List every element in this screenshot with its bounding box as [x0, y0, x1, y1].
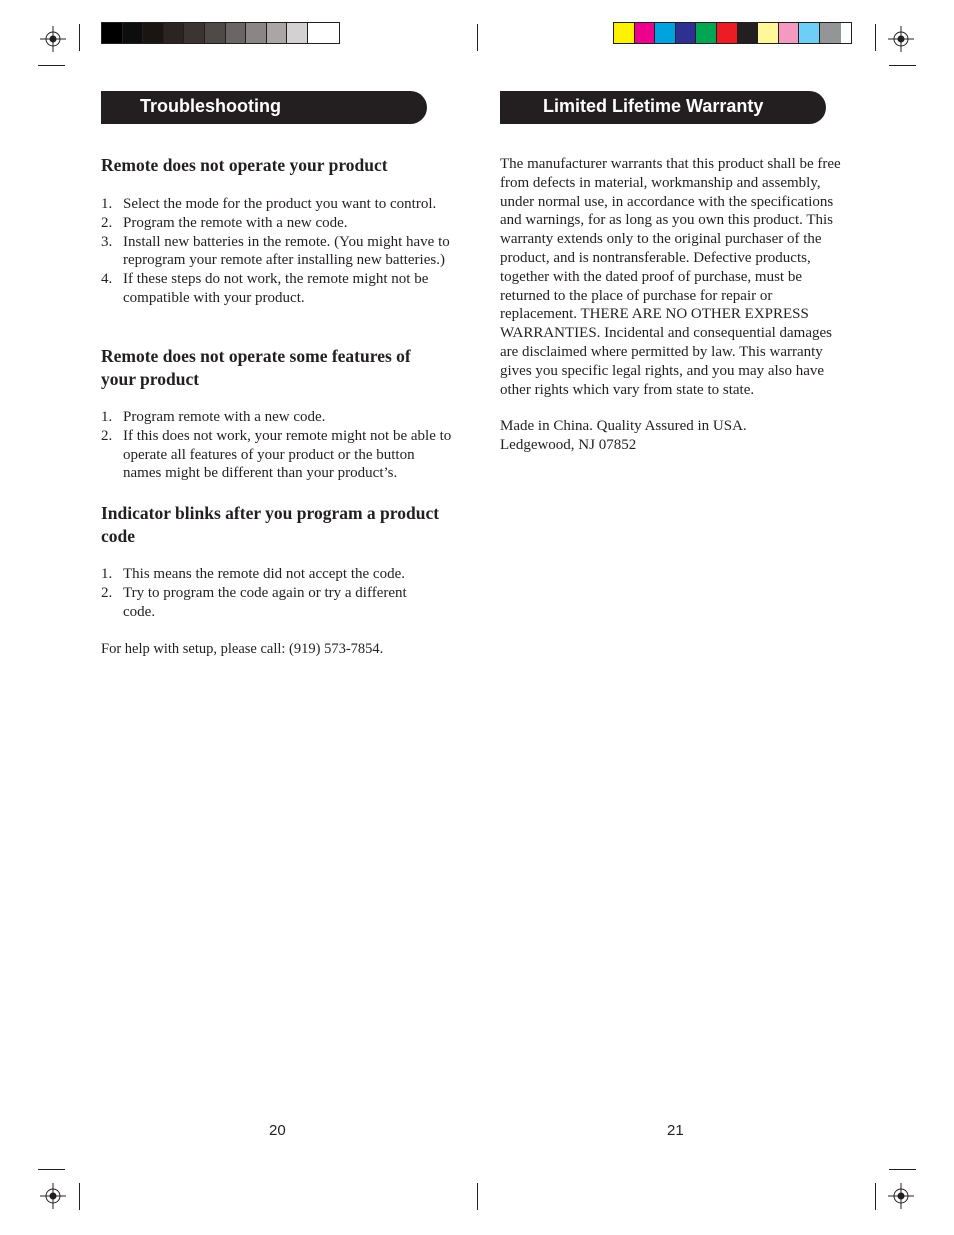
list-item: 2. Program the remote with a new code. — [101, 214, 348, 231]
warranty-header — [500, 91, 826, 124]
list-item: 4. If these steps do not work, the remote might not be compatible with your product. — [101, 271, 429, 306]
color-swatch — [655, 23, 676, 43]
troubleshooting-title: Troubleshooting — [140, 96, 281, 116]
registration-mark-icon — [38, 24, 68, 54]
grayscale-calibration-bar — [101, 22, 340, 44]
crop-mark — [477, 1183, 478, 1210]
registration-mark-icon — [38, 1181, 68, 1211]
section-heading: Remote does not operate your product — [101, 155, 388, 175]
warranty-paragraph: The manufacturer warrants that this product shall be free from defects in material, workmanship and assembly, under normal use, in accordance with the specifications and warnings, for as long as you own this product. This warranty extends only to the original purchaser of the product, and is nontransferable. Defective products, together with the dated proof of purchase, must be returned to the place of purchase for repair or replacement. THERE ARE NO OTHER EXPRESS WARRANTIES. Incidental and consequential damages are disclaimed where permitted by law. This warranty gives you specific legal rights, and you may also have other rights which vary from state to state. — [500, 156, 841, 398]
section-heading: Indicator blinks after you program a product code — [101, 503, 440, 546]
help-line: For help with setup, please call: (919) 573-7854. — [101, 641, 384, 657]
color-swatch — [635, 23, 656, 43]
color-swatch — [287, 23, 308, 43]
color-swatch — [614, 23, 635, 43]
steps-list — [101, 408, 456, 483]
list-item: 2. Try to program the code again or try a different code. — [101, 584, 407, 620]
troubleshooting-header — [101, 91, 427, 124]
steps-list — [101, 195, 456, 308]
list-item: 1. This means the remote did not accept the code. — [101, 566, 405, 582]
list-item: 3. Install new batteries in the remote. (You might have to reprogram your remote after installing new batteries.) — [101, 233, 450, 269]
color-swatch — [102, 23, 123, 43]
section-heading: Remote does not operate some features of your product — [101, 346, 411, 389]
color-swatch — [164, 23, 185, 43]
crop-mark — [477, 24, 478, 51]
color-swatch — [738, 23, 759, 43]
color-swatch — [696, 23, 717, 43]
color-swatch — [226, 23, 247, 43]
color-swatch — [758, 23, 779, 43]
crop-mark — [875, 1183, 876, 1210]
crop-mark — [889, 65, 916, 66]
warranty-title: Limited Lifetime Warranty — [543, 96, 764, 116]
list-item: 1. Program remote with a new code. — [101, 409, 326, 425]
color-calibration-bar — [613, 22, 852, 44]
color-swatch — [308, 23, 329, 43]
color-swatch — [205, 23, 226, 43]
steps-list — [101, 565, 431, 621]
page-number: 21 — [667, 1122, 684, 1139]
color-swatch — [779, 23, 800, 43]
registration-mark-icon — [886, 1181, 916, 1211]
crop-mark — [889, 1169, 916, 1170]
color-swatch — [246, 23, 267, 43]
color-swatch — [676, 23, 697, 43]
color-swatch — [799, 23, 820, 43]
color-swatch — [820, 23, 841, 43]
registration-mark-icon — [886, 24, 916, 54]
crop-mark — [79, 1183, 80, 1210]
crop-mark — [875, 24, 876, 51]
crop-mark — [38, 1169, 65, 1170]
color-swatch — [143, 23, 164, 43]
list-item: 2. If this does not work, your remote might not be able to operate all features of your product or the button names might be different than your product’s. — [101, 427, 452, 482]
crop-mark — [38, 65, 65, 66]
color-swatch — [123, 23, 144, 43]
crop-mark — [79, 24, 80, 51]
page-number: 20 — [269, 1122, 286, 1139]
color-swatch — [267, 23, 288, 43]
color-swatch — [717, 23, 738, 43]
origin-line: Made in China. Quality Assured in USA. — [500, 418, 747, 434]
list-item: 1. Select the mode for the product you want to control. — [101, 196, 437, 212]
color-swatch — [184, 23, 205, 43]
address-line: Ledgewood, NJ 07852 — [500, 437, 637, 453]
